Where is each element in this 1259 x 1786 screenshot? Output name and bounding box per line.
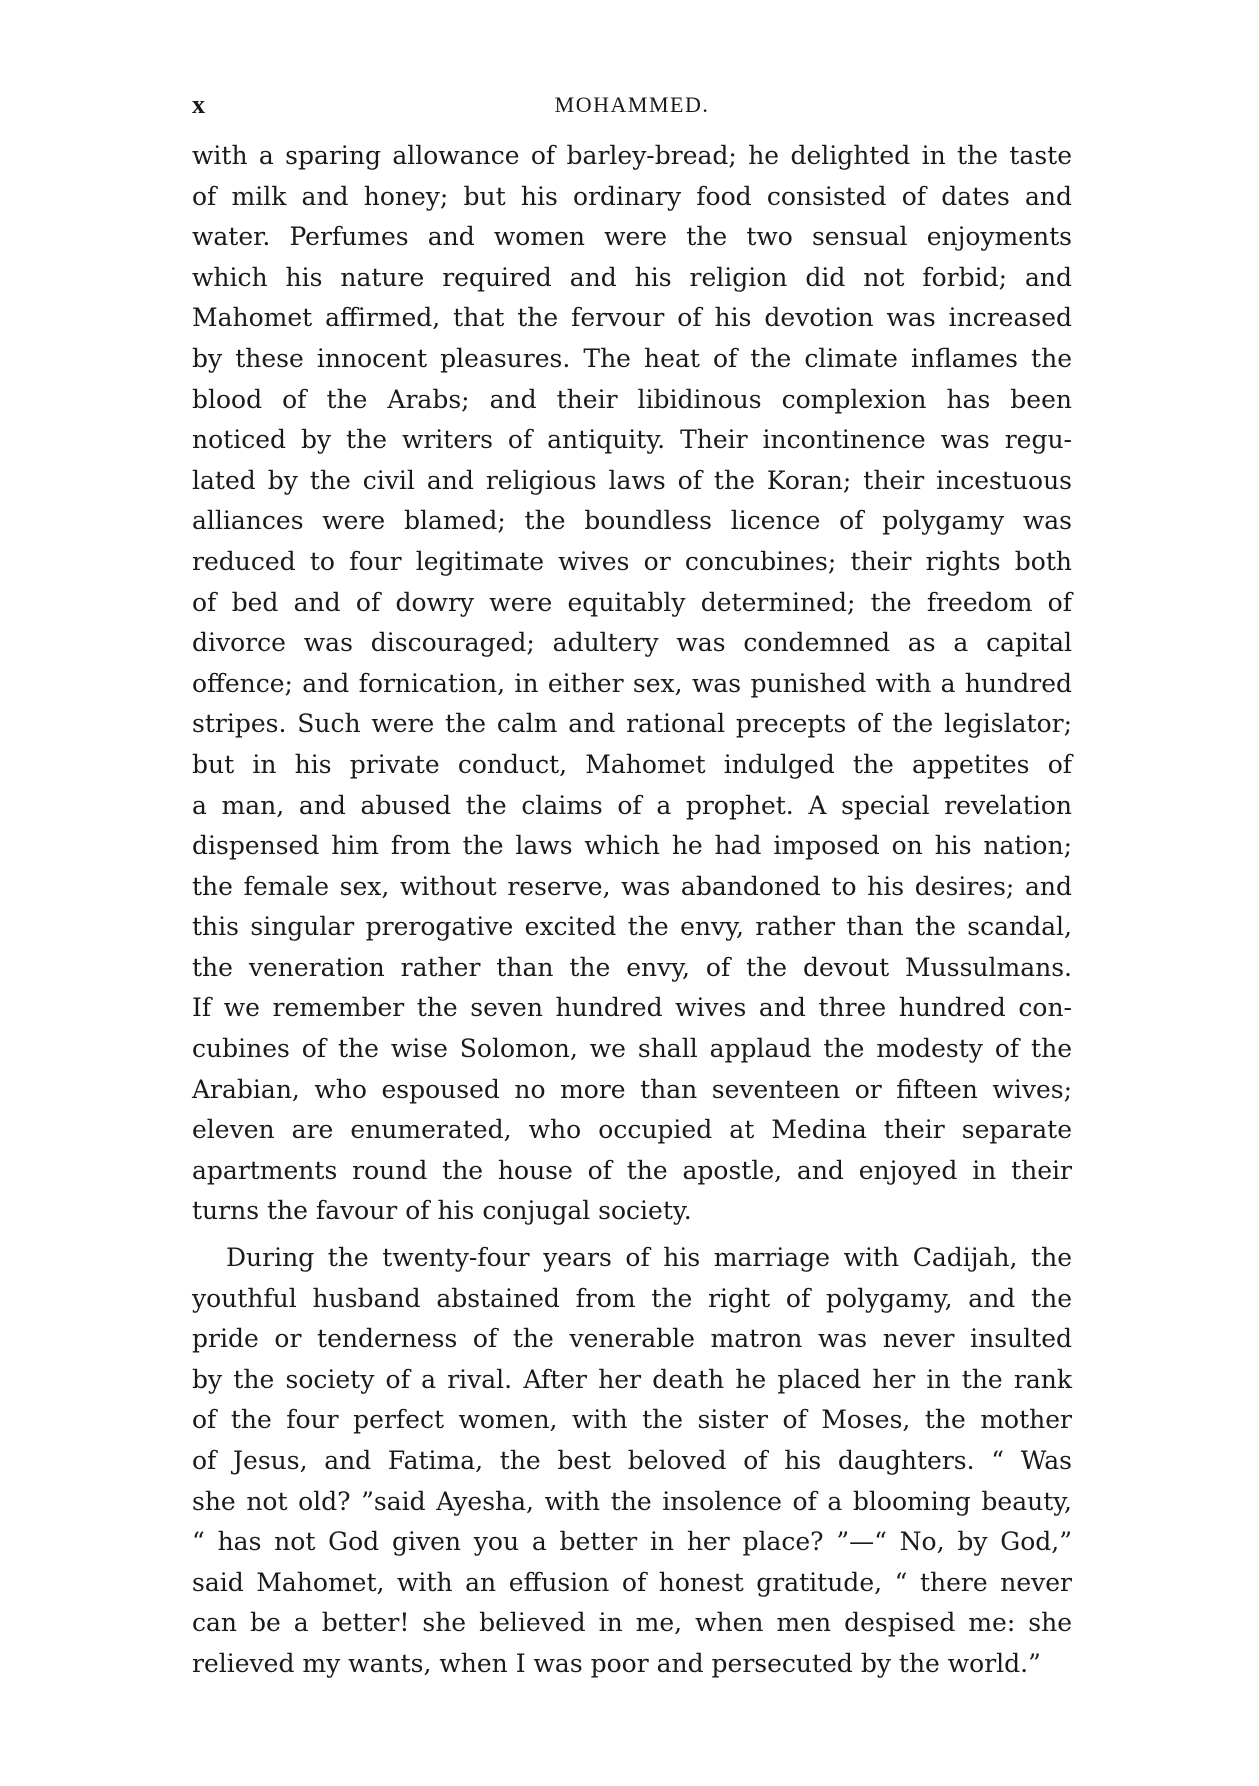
text-line: of milk and honey; but his ordinary food consisted of dates and [192, 181, 1072, 211]
text-line: Mahomet affirmed, that the fervour of his devotion was increased [192, 303, 1072, 333]
page-number: x [192, 90, 205, 119]
text-line: which his nature required and his religion did not forbid; and [192, 262, 1072, 292]
text-line: this singular prerogative excited the envy, rather than the scandal, [192, 912, 1072, 942]
text-line: During the twenty-four years of his marriage with Cadijah, the [226, 1243, 1072, 1273]
text-line: eleven are enumerated, who occupied at Medina their separate [192, 1115, 1072, 1145]
text-line: pride or tenderness of the venerable matron was never insulted [192, 1324, 1072, 1354]
text-line: dispensed him from the laws which he had imposed on his nation; [192, 831, 1072, 861]
paragraph-2 [192, 1238, 1072, 1685]
text-line: said Mahomet, with an effusion of honest gratitude, “ there never [192, 1567, 1072, 1597]
text-line: she not old? ”said Ayesha, with the insolence of a blooming beauty, [192, 1486, 1072, 1516]
text-line: of Jesus, and Fatima, the best beloved of his daughters. “ Was [192, 1446, 1072, 1475]
text-line: offence; and fornication, in either sex, was punished with a hundred [192, 668, 1072, 698]
running-head [192, 90, 1072, 130]
text-line: reduced to four legitimate wives or concubines; their rights both [192, 546, 1072, 576]
text-line: lated by the civil and religious laws of the Koran; their incestuous [192, 465, 1072, 495]
running-title: MOHAMMED. [554, 92, 710, 117]
text-line: apartments round the house of the apostle, and enjoyed in their [192, 1155, 1072, 1185]
text-line: stripes. Such were the calm and rational precepts of the legislator; [192, 709, 1072, 739]
text-line: blood of the Arabs; and their libidinous complexion has been [192, 384, 1072, 414]
text-line: the veneration rather than the envy, of the devout Mussulmans. [192, 952, 1072, 982]
text-line: of bed and of dowry were equitably determined; the freedom of [192, 587, 1072, 617]
text-line: divorce was discouraged; adultery was condemned as a capital [192, 628, 1072, 658]
text-line: can be a better! she believed in me, when men despised me: she [192, 1608, 1072, 1638]
text-line: the female sex, without reserve, was abandoned to his desires; and [192, 871, 1072, 901]
text-line: water. Perfumes and women were the two sensual enjoyments [192, 222, 1072, 252]
text-line: youthful husband abstained from the right of polygamy, and the [192, 1283, 1072, 1313]
text-line: alliances were blamed; the boundless licence of polygamy was [192, 506, 1072, 536]
text-line: a man, and abused the claims of a prophet. A special revelation [192, 790, 1072, 820]
text-line: turns the favour of his conjugal society. [192, 1196, 692, 1226]
text-line: by these innocent pleasures. The heat of the climate inflames the [192, 343, 1072, 373]
text-line: “ has not God given you a better in her place? ”—“ No, by God,” [192, 1527, 1072, 1557]
text-line: but in his private conduct, Mahomet indulged the appetites of [192, 749, 1072, 779]
body-text [192, 136, 1072, 1685]
text-line: cubines of the wise Solomon, we shall applaud the modesty of the [192, 1034, 1072, 1064]
text-line: of the four perfect women, with the sister of Moses, the mother [192, 1405, 1072, 1435]
text-line: Arabian, who espoused no more than seventeen or fifteen wives; [192, 1074, 1072, 1104]
text-line: relieved my wants, when I was poor and persecuted by the world.” [192, 1648, 1041, 1678]
text-line: by the society of a rival. After her death he placed her in the rank [192, 1364, 1072, 1394]
text-line: with a sparing allowance of barley-bread; he delighted in the taste [192, 141, 1072, 170]
text-line: noticed by the writers of antiquity. Their incontinence was regu- [192, 425, 1072, 455]
text-line: If we remember the seven hundred wives and three hundred con- [192, 993, 1072, 1023]
paragraph-1 [192, 136, 1072, 1232]
